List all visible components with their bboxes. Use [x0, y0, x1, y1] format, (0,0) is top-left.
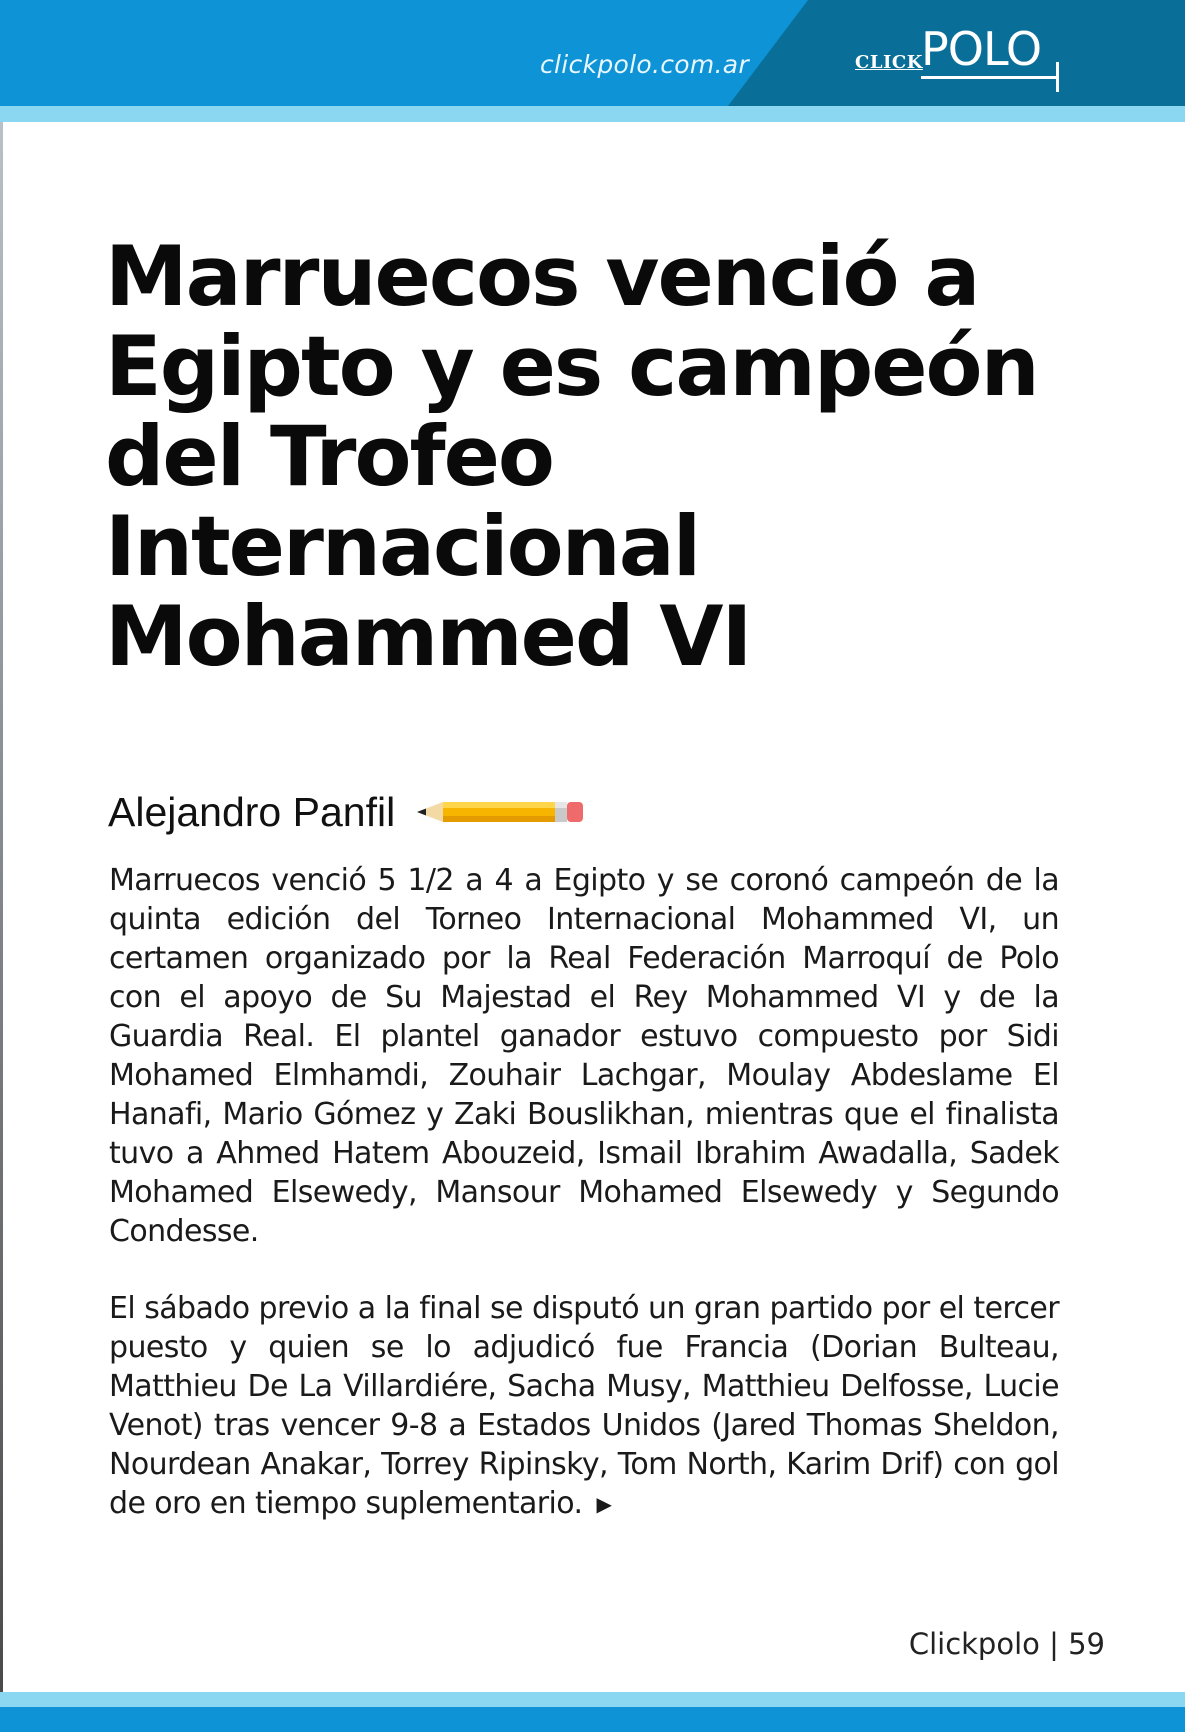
author-name: Alejandro Panfil	[108, 788, 396, 835]
article-paragraph-2	[109, 1289, 1059, 1524]
site-url: clickpolo.com.ar	[540, 50, 749, 79]
page-edge-shadow	[0, 122, 3, 1692]
logo-click-text: CLICK	[855, 52, 923, 73]
byline	[108, 782, 585, 842]
page-header	[0, 0, 1185, 106]
article-paragraph-1: Marruecos venció 5 1/2 a 4 a Egipto y se coronó campeón de la quinta edición del Torneo Internacional Mohammed VI, un certamen organizado por la Real Federación Marroquí de Polo con el apoyo de Su Majestad el Rey Mohammed VI y de la Guardia Real. El plantel ganador estuvo compuesto por Sidi Mohamed Elmhamdi, Zouhair Lachgar, Moulay Abdeslame El Hanafi, Mario Gómez y Zaki Bouslikhan, mientras que el finalista tuvo a Ahmed Hatem Abouzeid, Ismail Ibrahim Awadalla, Sadek Mohamed Elsewedy, Mansour Mohamed Elsewedy y Segundo Condesse.	[109, 863, 1059, 1249]
page-number: Clickpolo | 59	[908, 1627, 1105, 1661]
header-stripe	[0, 106, 1185, 122]
logo-polo-text: POLO	[921, 22, 1042, 76]
logo-tick	[1056, 62, 1059, 92]
logo-underline	[921, 76, 1059, 79]
footer-stripe	[0, 1692, 1185, 1707]
pencil-icon	[417, 798, 585, 826]
clickpolo-logo	[855, 22, 1065, 94]
article-title: Marruecos venció a Egipto y es campeón del Trofeo Internacional Mohammed VI	[105, 228, 1038, 685]
play-arrow-icon: ▶	[596, 1492, 612, 1516]
footer-band	[0, 1707, 1185, 1732]
article-paragraph-2-text: El sábado previo a la final se disputó un gran partido por el tercer puesto y quien se lo adjudicó fue Francia (Dorian Bulteau, Matthieu De La Villardiére, Sacha Musy, Matthieu Delfosse, Lucie Venot) tras vencer 9-8 a Estados Unidos (Jared Thomas Sheldon, Nourdean Anakar, Torrey Ripinsky, Tom North, Karim Drif) con gol de oro en tiempo suplementario.	[109, 1291, 1059, 1521]
